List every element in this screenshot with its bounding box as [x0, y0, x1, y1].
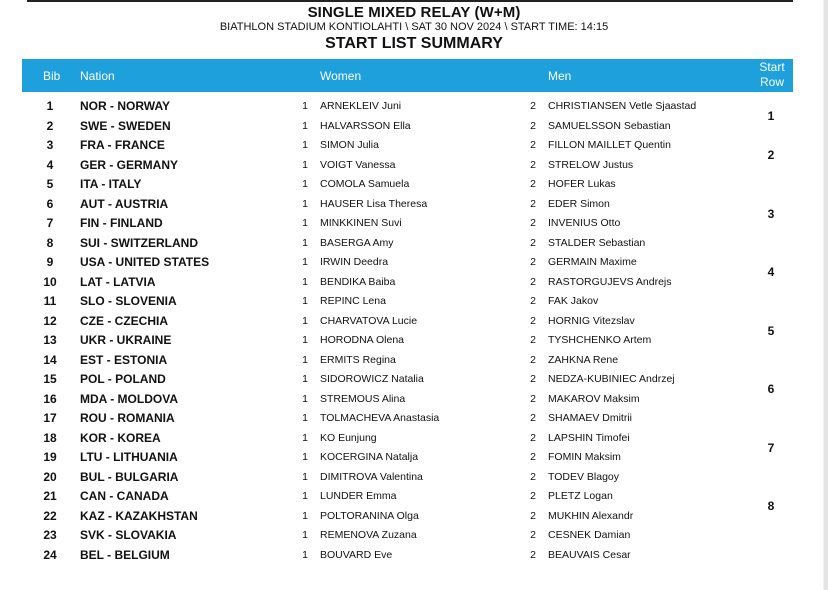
start-row-cell: 6 [767, 382, 775, 396]
table-row [0, 331, 828, 351]
table-row [0, 292, 828, 312]
men-leg-cell: 2 [530, 470, 536, 483]
women-leg-cell: 1 [302, 178, 308, 190]
women-name-cell: TOLMACHEVA Anastasia [320, 412, 440, 424]
nation-cell: POL - POLAND [80, 372, 166, 386]
men-leg-cell: 2 [530, 178, 536, 190]
nation-cell: GER - GERMANY [80, 157, 179, 172]
table-row [0, 370, 828, 396]
table-row [0, 117, 828, 137]
nation-cell: SLO - SLOVENIA [80, 294, 177, 308]
women-name-cell: STREMOUS Alina [320, 392, 406, 405]
men-name-cell: NEDZA-KUBINIEC Andrzej [548, 373, 675, 385]
women-name-cell: ERMITS Regina [320, 353, 396, 366]
men-name-cell: SHAMAEV Dmitrii [548, 412, 633, 424]
table-row [0, 546, 828, 566]
women-leg-cell: 1 [302, 275, 308, 288]
bib-cell: 19 [43, 450, 57, 464]
men-leg-cell: 2 [530, 392, 536, 405]
nation-cell: LTU - LITHUANIA [80, 450, 178, 464]
women-leg-cell: 1 [302, 158, 308, 171]
table-row [0, 253, 828, 279]
nation-cell: LAT - LATVIA [80, 274, 156, 289]
men-leg-cell: 2 [530, 451, 536, 463]
men-leg-cell: 2 [530, 490, 536, 502]
women-leg-cell: 1 [302, 334, 308, 346]
women-leg-cell: 1 [302, 412, 308, 424]
women-name-cell: DIMITROVA Valentina [320, 470, 423, 483]
bib-cell: 8 [46, 235, 54, 250]
women-leg-cell: 1 [302, 548, 308, 561]
men-leg-cell: 2 [530, 529, 536, 541]
table-row [0, 156, 828, 176]
bib-cell: 18 [43, 430, 57, 445]
men-name-cell: CESNEK Damian [548, 529, 631, 541]
race-title: SINGLE MIXED RELAY (W+M) [307, 4, 521, 21]
men-name-cell: PLETZ Logan [548, 490, 613, 502]
nation-cell: KAZ - KAZAKHSTAN [80, 508, 198, 523]
top-rule [27, 0, 793, 2]
men-name-cell: STALDER Sebastian [548, 236, 646, 249]
women-name-cell: HORODNA Olena [320, 334, 405, 346]
men-leg-cell: 2 [530, 100, 536, 112]
bib-cell: 16 [43, 391, 57, 406]
women-name-cell: BENDIKA Baiba [320, 275, 396, 288]
women-leg-cell: 1 [302, 256, 308, 268]
nation-cell: AUT - AUSTRIA [80, 196, 169, 211]
table-row [0, 487, 828, 513]
women-name-cell: BOUVARD Eve [320, 548, 393, 561]
bib-cell: 9 [46, 255, 54, 269]
start-row-cell: 7 [767, 440, 775, 455]
nation-cell: KOR - KOREA [80, 430, 161, 445]
table-row [0, 234, 828, 254]
men-name-cell: STRELOW Justus [548, 158, 634, 171]
table-row [0, 429, 828, 455]
nation-cell: EST - ESTONIA [80, 352, 168, 367]
men-leg-cell: 2 [530, 256, 536, 268]
men-name-cell: FAK Jakov [548, 295, 599, 307]
table-row [0, 409, 828, 429]
nation-cell: SWE - SWEDEN [80, 118, 171, 133]
nation-cell: CAN - CANADA [80, 489, 169, 503]
women-leg-cell: 1 [302, 373, 308, 385]
men-name-cell: SAMUELSSON Sebastian [548, 119, 671, 132]
table-row [0, 312, 828, 338]
men-name-cell: CHRISTIANSEN Vetle Sjaastad [548, 100, 697, 112]
nation-cell: ROU - ROMANIA [80, 411, 175, 425]
nation-cell: BEL - BELGIUM [80, 547, 170, 562]
women-name-cell: HALVARSSON Ella [320, 119, 411, 132]
women-leg-cell: 1 [302, 509, 308, 522]
header-men: Men [548, 69, 572, 83]
bib-cell: 2 [46, 118, 54, 133]
men-leg-cell: 2 [530, 314, 536, 327]
table-header [22, 59, 793, 92]
nation-cell: FIN - FINLAND [80, 216, 163, 230]
women-name-cell: ARNEKLEIV Juni [320, 100, 402, 112]
women-name-cell: CHARVATOVA Lucie [320, 314, 418, 327]
nation-cell: UKR - UKRAINE [80, 333, 172, 347]
start-row-cell: 1 [767, 109, 775, 123]
men-name-cell: MUKHIN Alexandr [548, 509, 634, 522]
men-name-cell: FOMIN Maksim [548, 451, 621, 463]
men-leg-cell: 2 [530, 139, 536, 151]
women-name-cell: BASERGA Amy [320, 236, 394, 249]
table-row [0, 468, 828, 488]
women-name-cell: HAUSER Lisa Theresa [320, 197, 428, 210]
nation-cell: USA - UNITED STATES [80, 255, 210, 269]
men-name-cell: FILLON MAILLET Quentin [548, 139, 671, 151]
bib-cell: 12 [43, 313, 57, 328]
women-leg-cell: 1 [302, 431, 308, 444]
bib-cell: 22 [43, 508, 57, 523]
men-name-cell: BEAUVAIS Cesar [548, 548, 631, 561]
bib-cell: 10 [43, 274, 57, 289]
table-row [0, 351, 828, 371]
women-leg-cell: 1 [302, 217, 308, 229]
women-leg-cell: 1 [302, 197, 308, 210]
men-leg-cell: 2 [530, 412, 536, 424]
men-leg-cell: 2 [530, 509, 536, 522]
nation-cell: BUL - BULGARIA [80, 469, 179, 484]
table-row [0, 448, 828, 468]
women-name-cell: KO Eunjung [320, 431, 377, 444]
table-row [0, 507, 828, 527]
men-name-cell: MAKAROV Maksim [548, 392, 640, 405]
women-name-cell: VOIGT Vanessa [320, 158, 396, 171]
women-name-cell: MINKKINEN Suvi [320, 217, 402, 229]
nation-cell: SVK - SLOVAKIA [80, 528, 177, 542]
nation-cell: MDA - MOLDOVA [80, 391, 178, 406]
women-leg-cell: 1 [302, 119, 308, 132]
men-leg-cell: 2 [530, 119, 536, 132]
table-row [0, 195, 828, 221]
men-leg-cell: 2 [530, 236, 536, 249]
bib-cell: 1 [46, 99, 54, 113]
bib-cell: 3 [46, 138, 54, 152]
race-subtitle: BIATHLON STADIUM KONTIOLAHTI \ SAT 30 NOV 2024 \ START TIME: 14:15 [219, 21, 609, 33]
women-name-cell: REMENOVA Zuzana [320, 529, 417, 541]
men-name-cell: GERMAIN Maxime [548, 256, 637, 268]
bib-cell: 24 [43, 547, 57, 562]
women-leg-cell: 1 [302, 139, 308, 151]
nation-cell: CZE - CZECHIA [80, 313, 168, 328]
women-leg-cell: 1 [302, 392, 308, 405]
table-row [0, 526, 828, 546]
women-leg-cell: 1 [302, 236, 308, 249]
header-bib: Bib [43, 69, 61, 83]
women-name-cell: SIDOROWICZ Natalia [320, 373, 424, 385]
women-leg-cell: 1 [302, 529, 308, 541]
document-heading: START LIST SUMMARY [325, 35, 503, 52]
table-row [0, 214, 828, 234]
men-name-cell: HOFER Lukas [548, 178, 616, 190]
start-list-table [0, 97, 828, 565]
men-leg-cell: 2 [530, 158, 536, 171]
men-leg-cell: 2 [530, 431, 536, 444]
bib-cell: 6 [46, 196, 54, 211]
women-name-cell: REPINC Lena [320, 295, 386, 307]
start-row-cell: 3 [767, 206, 775, 221]
women-name-cell: COMOLA Samuela [320, 178, 410, 190]
women-name-cell: KOCERGINA Natalja [320, 451, 419, 463]
men-name-cell: RASTORGUJEVS Andrejs [548, 275, 672, 288]
header-start-row [747, 60, 797, 90]
bib-cell: 23 [43, 528, 57, 542]
bib-cell: 7 [46, 216, 54, 230]
women-leg-cell: 1 [302, 295, 308, 307]
men-leg-cell: 2 [530, 334, 536, 346]
table-row [0, 136, 828, 162]
bib-cell: 11 [43, 294, 57, 308]
men-leg-cell: 2 [530, 295, 536, 307]
table-row [0, 390, 828, 410]
table-row [0, 273, 828, 293]
men-leg-cell: 2 [530, 353, 536, 366]
bib-cell: 21 [43, 489, 57, 503]
men-name-cell: LAPSHIN Timofei [548, 431, 630, 444]
nation-cell: NOR - NORWAY [80, 99, 171, 113]
table-row [0, 175, 828, 195]
men-name-cell: EDER Simon [548, 197, 610, 210]
header-nation: Nation [80, 69, 115, 83]
header-start-row-line2: Row [759, 75, 784, 89]
bib-cell: 17 [43, 411, 57, 425]
women-name-cell: IRWIN Deedra [320, 256, 389, 268]
nation-cell: SUI - SWITZERLAND [80, 235, 198, 250]
bib-cell: 20 [43, 469, 57, 484]
women-leg-cell: 1 [302, 353, 308, 366]
men-leg-cell: 2 [530, 197, 536, 210]
men-name-cell: HORNIG Vitezslav [548, 314, 635, 327]
bib-cell: 15 [43, 372, 57, 386]
header-women: Women [320, 69, 362, 83]
men-name-cell: ZAHKNA Rene [548, 353, 619, 366]
men-leg-cell: 2 [530, 217, 536, 229]
start-row-cell: 2 [767, 148, 775, 162]
header-start-row-line1: Start [759, 60, 785, 74]
women-leg-cell: 1 [302, 100, 308, 112]
men-leg-cell: 2 [530, 275, 536, 288]
men-name-cell: TODEV Blagoy [548, 470, 620, 483]
women-name-cell: LUNDER Emma [320, 490, 397, 502]
women-leg-cell: 1 [302, 490, 308, 502]
bib-cell: 4 [46, 157, 54, 172]
women-name-cell: SIMON Julia [320, 139, 379, 151]
women-leg-cell: 1 [302, 451, 308, 463]
start-row-cell: 5 [767, 323, 775, 338]
start-row-cell: 4 [767, 265, 775, 279]
nation-cell: ITA - ITALY [80, 177, 142, 191]
men-name-cell: INVENIUS Otto [548, 217, 621, 229]
bib-cell: 5 [46, 177, 54, 191]
men-leg-cell: 2 [530, 548, 536, 561]
women-leg-cell: 1 [302, 314, 308, 327]
table-row [0, 97, 828, 123]
bib-cell: 13 [43, 333, 57, 347]
nation-cell: FRA - FRANCE [80, 138, 165, 152]
women-leg-cell: 1 [302, 470, 308, 483]
start-row-cell: 8 [767, 499, 775, 513]
bib-cell: 14 [43, 352, 57, 367]
women-name-cell: POLTORANINA Olga [320, 509, 419, 522]
men-name-cell: TYSHCHENKO Artem [548, 334, 652, 346]
men-leg-cell: 2 [530, 373, 536, 385]
